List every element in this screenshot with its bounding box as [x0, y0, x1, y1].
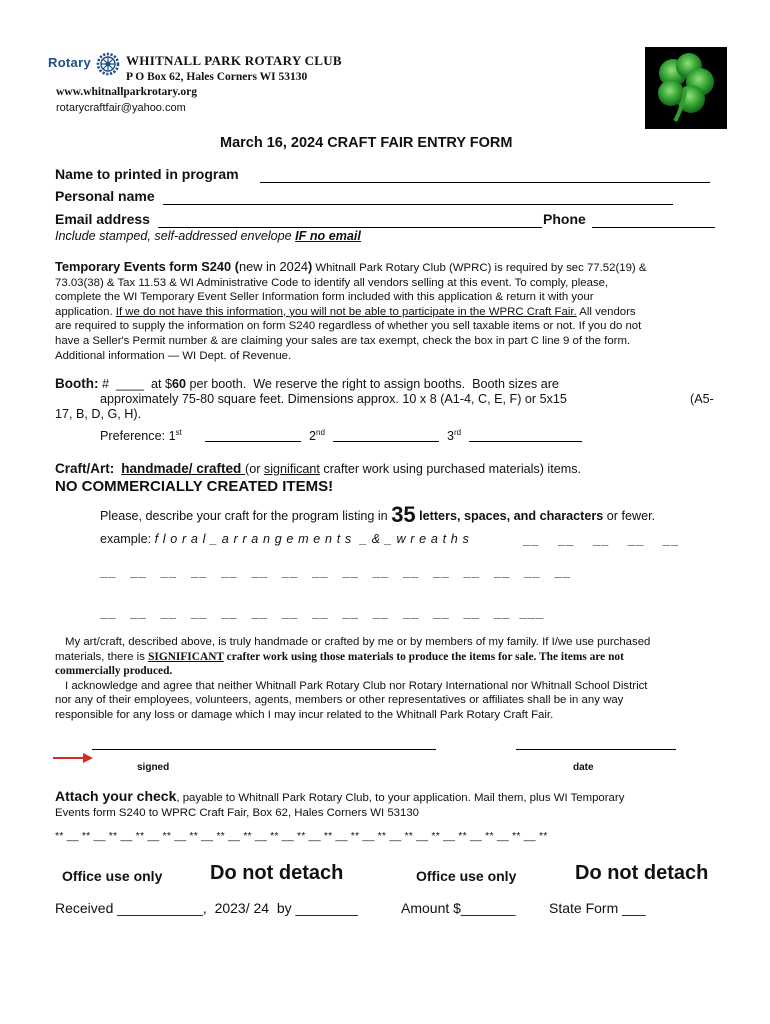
booth-line-1 [55, 376, 559, 391]
do-not-detach-label-1: Do not detach [210, 862, 344, 884]
describe-bold: letters, spaces, and characters [415, 509, 604, 523]
example-line [100, 532, 469, 546]
office-use-label-2: Office use only [416, 868, 517, 884]
preference-text: Preference: 1 [100, 429, 176, 444]
club-website[interactable]: www.whitnallparkrotary.org [56, 86, 197, 98]
cert-line: responsible for any loss or damage which I may incur related to the Whitnall Park Rotary Craft Fair. [55, 708, 554, 721]
shamrock-icon [645, 47, 727, 129]
preference-3-field[interactable] [469, 441, 582, 442]
letter-blanks-row-2[interactable]: __ __ __ __ __ __ __ __ __ __ __ __ __ __ __ __ [100, 564, 571, 579]
received-field[interactable]: Received ___________, 2023/ 24 by ________ [55, 900, 358, 916]
preference-1-field[interactable] [205, 441, 301, 442]
club-email[interactable]: rotarycraftfair@yahoo.com [56, 102, 186, 114]
temporary-warning: If we do not have this information, you will not be able to participate in the WPRC Craft Fair. [115, 305, 577, 318]
describe-text: or fewer. [603, 509, 656, 523]
temporary-line: are required to supply the information on form S240 regardless of whether you sell taxable items or not. If you do not [55, 320, 642, 333]
attach-check-label: Attach your check [55, 788, 177, 804]
describe-text: Please, describe your craft for the program listing in [100, 509, 392, 523]
club-address: P O Box 62, Hales Corners WI 53130 [126, 71, 308, 83]
cert-line-bold: commercially produced. [55, 665, 173, 678]
craft-text: crafter work using purchased materials) items. [319, 462, 581, 476]
example-text: f l o r a l _ a r r a n g e m e n t s _ & _ w r e a t h s [154, 532, 470, 546]
state-form-field[interactable]: State Form ___ [549, 900, 646, 916]
describe-line [100, 502, 655, 528]
envelope-note-text: Include stamped, self-addressed envelope [55, 229, 296, 243]
cert-line: I acknowledge and agree that neither Whitnall Park Rotary Club nor Rotary International nor Whitnall School District [65, 679, 648, 692]
booth-line-3: 17, B, D, G, H). [55, 407, 142, 421]
preference-2-label [309, 428, 325, 443]
booth-line-2-right: (A5- [690, 392, 714, 406]
temporary-events-paragraph [55, 260, 725, 363]
club-name: WHITNALL PARK ROTARY CLUB [126, 53, 342, 68]
cert-line: nor any of their employees, volunteers, agents, members or other representatives or affiliates shall be in any way [55, 694, 624, 707]
letter-blanks-row-3[interactable]: __ __ __ __ __ __ __ __ __ __ __ __ __ __ ___ [100, 605, 545, 620]
booth-count-text: # ____ at $ [98, 377, 173, 391]
rotary-wordmark: Rotary [48, 55, 91, 70]
date-label: date [573, 762, 594, 773]
preference-sup: st [175, 428, 182, 437]
date-field[interactable] [516, 749, 676, 750]
personal-name-label: Personal name [55, 188, 155, 204]
preference-sup: rd [454, 428, 462, 437]
personal-name-field[interactable] [163, 204, 673, 205]
craft-handmade: handmade/ crafted [121, 461, 246, 476]
booth-line-2: approximately 75-80 square feet. Dimensions approx. 10 x 8 (A1-4, C, E, F) or 5x15 [100, 392, 567, 406]
preference-2-field[interactable] [333, 441, 439, 442]
cert-line: materials, there is [55, 650, 149, 663]
describe-count: 35 [391, 502, 416, 527]
no-commercial-warning: NO COMMERCIALLY CREATED ITEMS! [55, 478, 334, 495]
temporary-line: All vendors [576, 305, 636, 318]
attach-line: Events form S240 to WPRC Craft Fair, Box 62, Hales Corners WI 53130 [55, 806, 420, 819]
temporary-line: have a Seller's Permit number & are claiming your sales are tax exempt, check the box in part C line 9 of the form. [55, 334, 631, 347]
office-use-label-1: Office use only [62, 868, 163, 884]
phone-label: Phone [543, 211, 586, 227]
temporary-line: application. [55, 305, 116, 318]
craft-significant: significant [263, 462, 320, 476]
do-not-detach-label-2: Do not detach [575, 862, 709, 884]
amount-field[interactable]: Amount $_______ [401, 900, 516, 916]
booth-price: 60 [172, 377, 187, 391]
detach-separator: ** __ ** __ ** __ ** __ ** __ ** __ ** __ ** __ ** __ ** __ ** __ ** __ ** __ ** __ ** __ ** __ ** __ ** __ ** [55, 830, 548, 842]
signed-label: signed [137, 762, 170, 773]
arrow-right-icon [52, 751, 94, 765]
signature-field[interactable] [92, 749, 436, 750]
example-label: example: [100, 532, 155, 546]
email-label: Email address [55, 211, 150, 227]
preference-text: 2 [309, 429, 317, 444]
preference-sup: nd [316, 428, 325, 437]
name-program-label: Name to printed in program [55, 166, 239, 182]
certification-paragraph [55, 635, 725, 723]
email-field[interactable] [158, 227, 542, 228]
cert-line: My art/craft, described above, is truly handmade or crafted by me or by members of my family. If I/we use purchased [65, 636, 651, 648]
preference-3-label [447, 428, 461, 443]
booth-text: per booth. We reserve the right to assign booths. Booth sizes are [186, 377, 559, 391]
temporary-line: complete the WI Temporary Event Seller Information form included with this application & return it with your [55, 291, 594, 304]
booth-label: Booth: [55, 376, 99, 391]
temporary-heading-close: ) [307, 259, 313, 274]
preference-label [100, 428, 182, 443]
preference-text: 3 [447, 429, 455, 444]
temporary-heading: Temporary Events form S240 ( [55, 259, 239, 274]
craft-line [55, 461, 581, 476]
cert-significant: SIGNIFICANT [148, 650, 224, 663]
rotary-logo [48, 54, 91, 72]
temporary-heading-new: new in 2024 [238, 259, 308, 274]
craft-text: (or [245, 462, 264, 476]
letter-blanks-row-1[interactable]: __ __ __ __ __ [523, 532, 680, 547]
form-title: March 16, 2024 CRAFT FAIR ENTRY FORM [220, 135, 513, 151]
rotary-wheel-icon [96, 52, 120, 76]
envelope-note-emphasis: IF no email [295, 229, 361, 243]
envelope-note [55, 229, 361, 243]
name-program-field[interactable] [260, 182, 710, 183]
cert-line-bold: crafter work using those materials to produce the items for sale. The items are not [223, 650, 624, 663]
craft-label: Craft/Art: [55, 461, 115, 476]
temporary-line: Whitnall Park Rotary Club (WPRC) is required by sec 77.52(19) & [312, 262, 647, 274]
attach-paragraph [55, 789, 735, 820]
temporary-line: Additional information — WI Dept. of Revenue. [55, 349, 292, 362]
attach-line: , payable to Whitnall Park Rotary Club, to your application. Mail them, plus WI Temporary [176, 792, 625, 804]
temporary-line: 73.03(38) & Tax 11.53 & WI Administrative Code to identify all vendors selling at this event. To comply, please, [55, 276, 609, 289]
phone-field[interactable] [592, 227, 715, 228]
